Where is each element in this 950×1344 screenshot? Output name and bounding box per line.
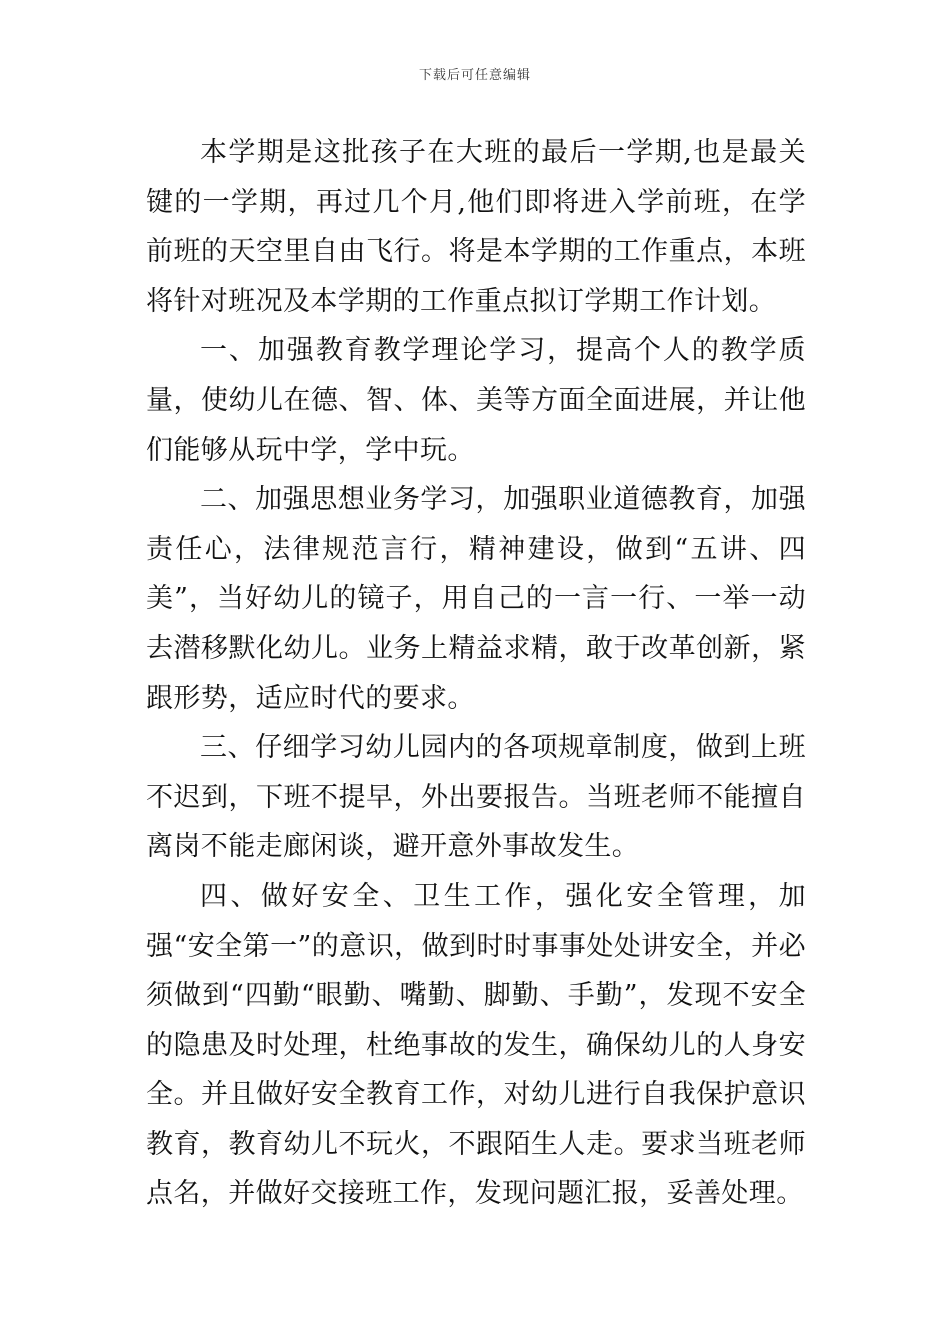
paragraph-intro: 本学期是这批孩子在大班的最后一学期,也是最关键的一学期，再过几个月,他们即将进入学前班，在学前班的天空里自由飞行。将是本学期的工作重点，本班将针对班况及本学期的工作重点拟订学期工作计划。 [146, 137, 806, 317]
paragraph-item-4: 四、做好安全、卫生工作，强化安全管理，加强“安全第一”的意识，做到时时事事处处讲安全，并必须做到“四勤“眼勤、嘴勤、脚勤、手勤”，发现不安全的隐患及时处理，杜绝事故的发生，确保幼儿的人身安全。并且做好安全教育工作，对幼儿进行自我保护意识教育，教育幼儿不玩火，不跟陌生人走。要求当班老师点名，并做好交接班工作，发现问题汇报，妥善处理。 [146, 880, 806, 1210]
document-body [146, 128, 806, 1219]
paragraph-item-2: 二、加强思想业务学习，加强职业道德教育，加强责任心，法律规范言行，精神建设，做到“五讲、四美”，当好幼儿的镜子，用自己的一言一行、一举一动去潜移默化幼儿。业务上精益求精，敢于改革创新，紧跟形势，适应时代的要求。 [146, 484, 806, 714]
header-note: 下载后可任意编辑 [418, 68, 531, 83]
paragraph-item-1: 一、加强教育教学理论学习，提高个人的教学质量，使幼儿在德、智、体、美等方面全面进展，并让他们能够从玩中学，学中玩。 [146, 335, 806, 466]
paragraph-item-3: 三、仔细学习幼儿园内的各项规章制度，做到上班不迟到，下班不提早，外出要报告。当班老师不能擅自离岗不能走廊闲谈，避开意外事故发生。 [146, 732, 806, 863]
